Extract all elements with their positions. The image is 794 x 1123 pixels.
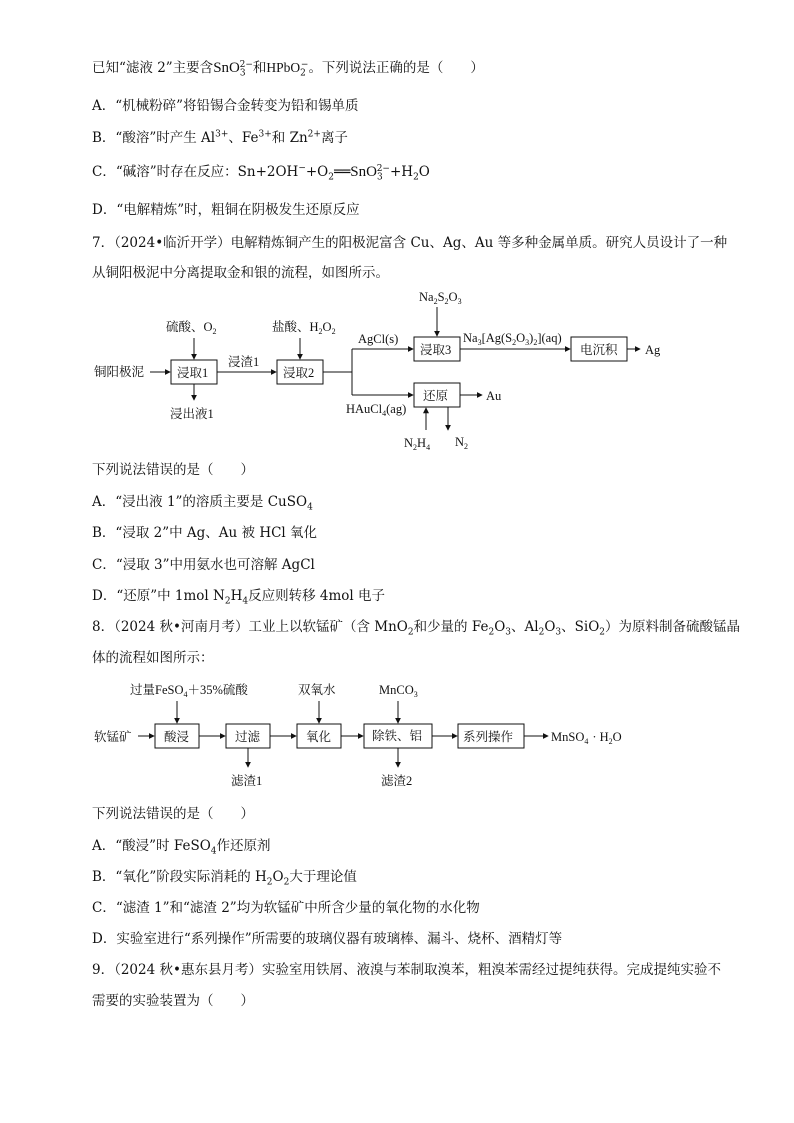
q7-box5-label: 还原 bbox=[423, 389, 449, 403]
q7-end4: Ag bbox=[645, 343, 661, 357]
q8-flowchart bbox=[0, 675, 794, 800]
q7-box1-label: 浸取1 bbox=[177, 366, 209, 380]
q6-option-d: D．“电解精炼”时，粗铜在阴极发生还原反应 bbox=[92, 202, 360, 218]
q8-reagent1: 过量FeSO$_4$＋35%硫酸 bbox=[130, 683, 248, 699]
q8-stem-line1: 8．（2024 秋•河南月考）工业上以软锰矿（含 MnO$_2$和少量的 $Fe_2O_3$、$Al_2O_3$、SiO$_2$）为原料制备硫酸锰晶 bbox=[92, 619, 741, 638]
q7-reagent2: 盐酸、$H_2O_2$ bbox=[272, 320, 336, 336]
q8-box4-label: 除铁、铝 bbox=[372, 729, 423, 743]
q8-reagent4: MnCO$_3$ bbox=[379, 683, 418, 699]
q7-box4-label: 电沉积 bbox=[580, 343, 618, 357]
q8-residue1: 滤渣1 bbox=[231, 774, 263, 788]
q7-reagent5: $N_2H_4$ bbox=[404, 436, 431, 452]
q7-option-b: B．“浸取 2”中 Ag、Au 被 HCl 氧化 bbox=[92, 525, 318, 541]
q7-option-d: D．“还原”中 1mol $N_2H_4$反应则转移 4mol 电子 bbox=[92, 588, 386, 607]
q8-option-d: D．实验室进行“系列操作”所需要的玻璃仪器有玻璃棒、漏斗、烧杯、酒精灯等 bbox=[92, 931, 563, 947]
q7-start: 铜阳极泥 bbox=[94, 365, 145, 379]
q6-stem: 已知“滤液 2”主要含SnO$_3^{2-}$和HPbO$_2$−。下列说法正确的是（ ） bbox=[92, 59, 484, 79]
q8-option-b: B．“氧化”阶段实际消耗的 $H_2O_2$大于理论值 bbox=[92, 869, 357, 888]
q7-out1: 浸出液1 bbox=[170, 407, 214, 421]
q8-box2-label: 过滤 bbox=[235, 730, 261, 744]
q9-stem-line1: 9．（2024 秋•惠东县月考）实验室用铁屑、液溴与苯制取溴苯，粗溴苯需经过提纯获得。完成提纯实验不 bbox=[92, 962, 721, 978]
q6-option-c: C．“碱溶”时存在反应：$Sn+2OH^-+O_2══SnO_3^{2-}+H_2O$ bbox=[92, 163, 430, 183]
q8-option-a: A．“酸浸”时 FeSO$_4$作还原剂 bbox=[92, 838, 271, 857]
q8-option-c: C．“滤渣 1”和“滤渣 2”均为软锰矿中所含少量的氧化物的水化物 bbox=[92, 900, 480, 916]
q7-end5: Au bbox=[486, 389, 502, 403]
q8-stem-line2: 体的流程如图所示： bbox=[92, 650, 214, 666]
q7-branch-bottom: HAuCl$_4$(ag) bbox=[346, 402, 407, 418]
q7-gas5: $N_2$ bbox=[455, 435, 469, 451]
q6-option-b: B．“酸溶”时产生 $Al^{3+}$、$Fe^{3+}$和 $Zn^{2+}$离子 bbox=[92, 129, 348, 146]
q7-product3: $Na_3[Ag(S_2O_3)_2](aq)$ bbox=[463, 331, 562, 347]
q7-stem-line2: 从铜阳极泥中分离提取金和银的流程，如图所示。 bbox=[92, 265, 389, 281]
q7-branch-top: AgCl(s) bbox=[358, 332, 399, 346]
q8-prompt: 下列说法错误的是（ ） bbox=[92, 806, 254, 822]
q7-reagent3: $Na_2S_2O_3$ bbox=[419, 290, 462, 306]
q7-flowchart bbox=[0, 280, 794, 460]
q8-residue2: 滤渣2 bbox=[381, 774, 413, 788]
q8-reagent3: 双氧水 bbox=[298, 683, 336, 697]
q8-start: 软锰矿 bbox=[94, 730, 132, 744]
q7-stem-line1: 7．（2024•临沂开学）电解精炼铜产生的阳极泥富含 Cu、Ag、Au 等多种金属单质。研究人员设计了一种 bbox=[92, 235, 728, 251]
q7-box2-label: 浸取2 bbox=[283, 366, 315, 380]
q7-box3-label: 浸取3 bbox=[420, 343, 452, 357]
q7-option-a: A．“浸出液 1”的溶质主要是 CuSO$_4$ bbox=[92, 494, 313, 513]
q6-option-a: A．“机械粉碎”将铅锡合金转变为铅和锡单质 bbox=[92, 98, 359, 114]
q8-box5-label: 系列操作 bbox=[463, 730, 514, 744]
q7-prompt: 下列说法错误的是（ ） bbox=[92, 462, 254, 478]
q7-reagent1: 硫酸、$O_2$ bbox=[166, 320, 217, 336]
q8-box1-label: 酸浸 bbox=[164, 730, 190, 744]
q8-product: MnSO$_4$ · $H_2O$ bbox=[551, 730, 622, 746]
q8-box3-label: 氧化 bbox=[306, 730, 332, 744]
q7-option-c: C．“浸取 3”中用氨水也可溶解 AgCl bbox=[92, 557, 315, 573]
q7-mid1: 浸渣1 bbox=[228, 355, 260, 369]
q9-stem-line2: 需要的实验装置为（ ） bbox=[92, 993, 254, 1009]
